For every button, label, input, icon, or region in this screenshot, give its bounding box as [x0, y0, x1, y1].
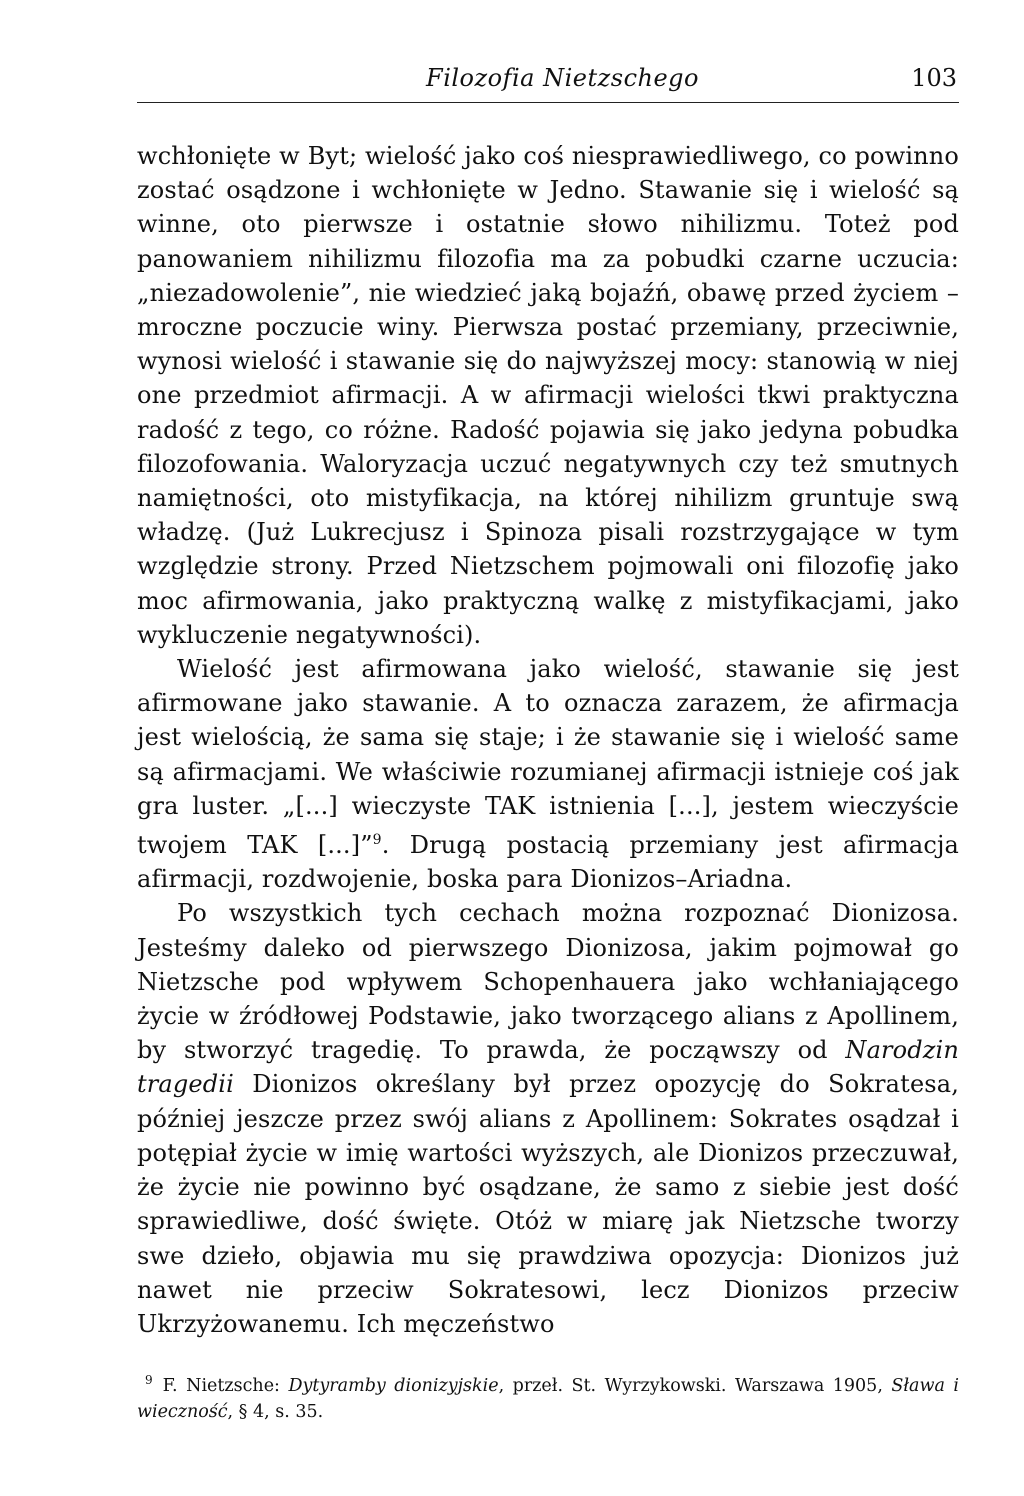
paragraph-2-continuation: . Drugą postacią przemiany jest afirmacja afirmacji, rozdwojenie, boska para Dionizos–Ariadna.	[137, 831, 959, 894]
page-header	[137, 56, 959, 103]
paragraph-1: wchłonięte w Byt; wielość jako coś niesprawiedliwego, co powinno zostać osądzone i wchłonięte w Jedno. Stawanie się i wielość są winne, oto pierwsze i ostatnie słowo nihilizmu. Toteż pod panowaniem nihilizmu filozofia ma za pobudki czarne uczucia: „niezadowolenie”, nie wiedzieć jaką bojaźń, obawę przed życiem – mroczne poczucie winy. Pierwsza postać przemiany, przeciwnie, wynosi wielość i stawanie się do najwyższej mocy: stanowią w niej one przedmiot afirmacji. A w afirmacji wielości tkwi praktyczna radość z tego, co różne. Radość pojawia się jako jedyna pobudka filozofowania. Waloryzacja uczuć negatywnych czy też smutnych namiętności, oto mistyfikacja, na której nihilizm gruntuje swą władzę. (Już Lukrecjusz i Spinoza pisali rozstrzygające w tym względzie strony. Przed Nietzschem pojmowali oni filozofię jako moc afirmowania, jako praktyczną walkę z mistyfikacjami, jako wykluczenie negatywności).	[137, 142, 959, 649]
page-number: 103	[911, 64, 957, 92]
footnote-location: , § 4, s. 35.	[227, 1401, 324, 1422]
footnote-reference: 9	[372, 832, 382, 849]
paragraph-2	[137, 652, 959, 896]
paragraph-2-text: Wielość jest afirmowana jako wielość, stawanie się jest afirmowane jako stawanie. A to oznacza zarazem, że afirmacja jest wielością, że sama się staje; i że stawanie się i wielość same są afirmacjami. We właściwie rozumianej afirmacji istnieje coś jak gra luster. „[...] wieczyste TAK istnienia [...], jestem wieczyście twojem TAK [...]”	[137, 655, 959, 860]
book-page	[137, 56, 959, 1425]
footnote-mark: 9	[145, 1373, 153, 1388]
book-title-reference: Narodzin tragedii	[137, 1036, 959, 1099]
paragraph-3-text: Po wszystkich tych cechach można rozpoznać Dionizosa. Jesteśmy daleko od pierwszego Dionizosa, jakim pojmował go Nietzsche pod wpływem Schopenhauera jako wchłaniającego życie w źródłowej Podstawie, jako tworzącego alians z Apollinem, by stworzyć tragedię. To prawda, że począwszy od	[137, 899, 959, 1065]
footnote-publication: , przeł. St. Wyrzykowski. Warszawa 1905,	[498, 1375, 892, 1396]
body-text	[137, 139, 959, 1341]
footnote	[137, 1367, 959, 1425]
paragraph-3-continuation: Dionizos określany był przez opozycję do Sokratesa, później jeszcze przez swój alians z Apollinem: Sokrates osądzał i potępiał życie w imię wartości wyższych, ale Dionizos przeczuwał, że życie nie powinno być osądzane, że samo z siebie jest dość sprawiedliwe, dość święte. Otóż w miarę jak Nietzsche tworzy swe dzieło, objawia mu się prawdziwa opozycja: Dionizos już nawet nie przeciw Sokratesowi, lecz Dionizos przeciw Ukrzyżowanemu. Ich męczeństwo	[137, 1070, 959, 1338]
paragraph-3	[137, 896, 959, 1341]
footnote-section-title: Sława i wieczność	[137, 1375, 960, 1422]
running-title: Filozofia Nietzschego	[426, 64, 699, 92]
footnote-work-title: Dytyramby dionizyjskie	[288, 1375, 499, 1396]
footnote-author: F. Nietzsche:	[162, 1375, 289, 1396]
